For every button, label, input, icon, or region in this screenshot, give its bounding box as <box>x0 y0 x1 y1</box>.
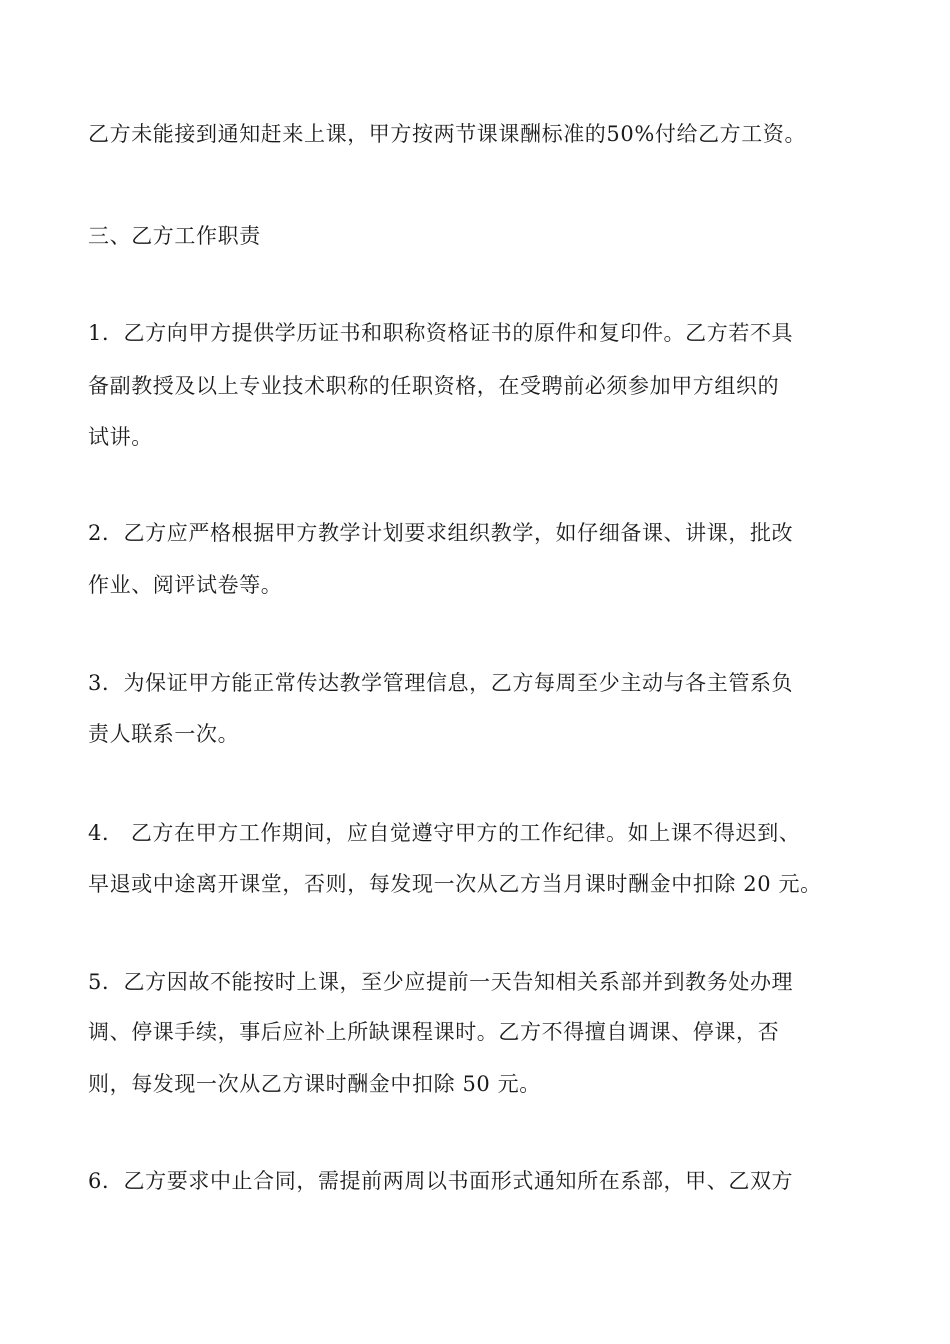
paragraph-line: 4． 乙方在甲方工作期间，应自觉遵守甲方的工作纪律。如上课不得迟到、 <box>88 821 801 845</box>
paragraph-line: 则，每发现一次从乙方课时酬金中扣除 50 元。 <box>88 1072 541 1096</box>
paragraph-line: 3．为保证甲方能正常传达教学管理信息，乙方每周至少主动与各主管系负 <box>88 671 794 695</box>
paragraph-line: 早退或中途离开课堂，否则，每发现一次从乙方当月课时酬金中扣除 20 元。 <box>88 872 822 896</box>
paragraph-line: 6．乙方要求中止合同，需提前两周以书面形式通知所在系部，甲、乙双方 <box>88 1169 794 1193</box>
paragraph-line: 试讲。 <box>88 425 153 449</box>
paragraph-line: 5．乙方因故不能按时上课，至少应提前一天告知相关系部并到教务处办理 <box>88 970 794 994</box>
paragraph-line: 调、停课手续，事后应补上所缺课程课时。乙方不得擅自调课、停课，否 <box>88 1020 780 1044</box>
section-heading: 三、乙方工作职责 <box>88 224 261 248</box>
paragraph-line: 乙方未能接到通知赶来上课，甲方按两节课课酬标准的50%付给乙方工资。 <box>88 122 807 146</box>
paragraph-line: 2．乙方应严格根据甲方教学计划要求组织教学，如仔细备课、讲课，批改 <box>88 521 794 545</box>
paragraph-line: 备副教授及以上专业技术职称的任职资格，在受聘前必须参加甲方组织的 <box>88 374 780 398</box>
paragraph-line: 责人联系一次。 <box>88 722 240 746</box>
paragraph-line: 作业、阅评试卷等。 <box>88 573 283 597</box>
paragraph-line: 1．乙方向甲方提供学历证书和职称资格证书的原件和复印件。乙方若不具 <box>88 321 794 345</box>
